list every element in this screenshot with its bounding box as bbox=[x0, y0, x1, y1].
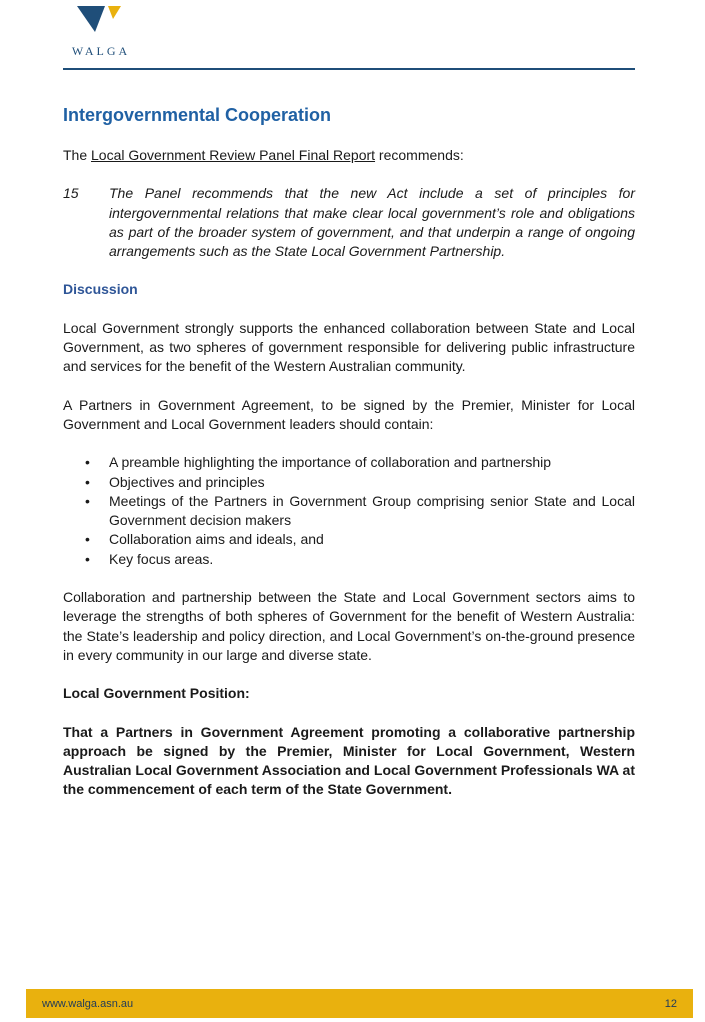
discussion-paragraph-1: Local Government strongly supports the enhanced collaboration between State and Local Government, as two spheres of government responsible for delivering public infrastructure and services for the benefit of the Western Australian community. bbox=[63, 319, 635, 375]
recommendation-text: The Panel recommends that the new Act include a set of principles for intergovernmental relations that make clear local government’s role and obligations as part of the broader system of government, and that underpin a range of ongoing arrangements such as the State Local Government Partnership. bbox=[109, 185, 635, 260]
bullet-icon: • bbox=[85, 550, 90, 567]
list-item-text: Key focus areas. bbox=[109, 550, 214, 567]
footer-bar bbox=[26, 989, 693, 1018]
bullet-icon: • bbox=[85, 531, 90, 548]
list-item bbox=[63, 453, 635, 472]
discussion-paragraph-2: A Partners in Government Agreement, to be signed by the Premier, Minister for Local Government and Local Government leaders should contain: bbox=[63, 396, 635, 432]
position-heading: Local Government Position: bbox=[63, 685, 250, 702]
list-item bbox=[63, 492, 635, 531]
list-item-text: Collaboration aims and ideals, and bbox=[109, 531, 324, 548]
report-link[interactable]: Local Government Review Panel Final Report bbox=[91, 147, 376, 163]
walga-logo bbox=[66, 6, 136, 58]
bullet-icon: • bbox=[85, 473, 90, 490]
list-item bbox=[63, 473, 635, 492]
footer-url-link[interactable]: www.walga.asn.au bbox=[42, 998, 134, 1010]
recommendation-number: 15 bbox=[63, 185, 79, 202]
position-statement: That a Partners in Government Agreement promoting a collaborative partnership approach be signed by the Premier, Minister for Local Government, Western Australian Local Government Association and Local Government Professionals WA at the commencement of each term of the State Government. bbox=[63, 723, 635, 798]
recommendation bbox=[63, 184, 635, 261]
intro-suffix: recommends: bbox=[375, 147, 464, 163]
agreement-contents-list bbox=[63, 453, 635, 569]
list-item-text: Meetings of the Partners in Government Group comprising senior State and Local Government decision makers bbox=[109, 492, 635, 529]
page-title: Intergovernmental Cooperation bbox=[63, 105, 332, 125]
list-item-text: A preamble highlighting the importance of collaboration and partnership bbox=[109, 454, 552, 471]
intro-paragraph bbox=[63, 146, 635, 165]
intro-prefix: The bbox=[63, 147, 92, 163]
discussion-paragraph-3: Collaboration and partnership between the State and Local Government sectors aims to leverage the strengths of both spheres of Government for the benefit of Western Australia: the State’s leadership and policy direction, and Local Government’s on-the-ground presence in every community in our large and diverse state. bbox=[63, 589, 635, 663]
page-number: 12 bbox=[664, 998, 677, 1010]
walga-logo-mark-icon bbox=[77, 6, 125, 40]
list-item bbox=[63, 550, 635, 569]
bullet-icon: • bbox=[85, 454, 90, 471]
bullet-icon: • bbox=[85, 492, 90, 509]
discussion-heading: Discussion bbox=[63, 281, 138, 298]
list-item bbox=[63, 530, 635, 549]
page-content bbox=[63, 104, 635, 800]
logo-text: WALGA bbox=[71, 44, 131, 58]
list-item-text: Objectives and principles bbox=[109, 473, 265, 490]
header-divider bbox=[63, 68, 635, 70]
